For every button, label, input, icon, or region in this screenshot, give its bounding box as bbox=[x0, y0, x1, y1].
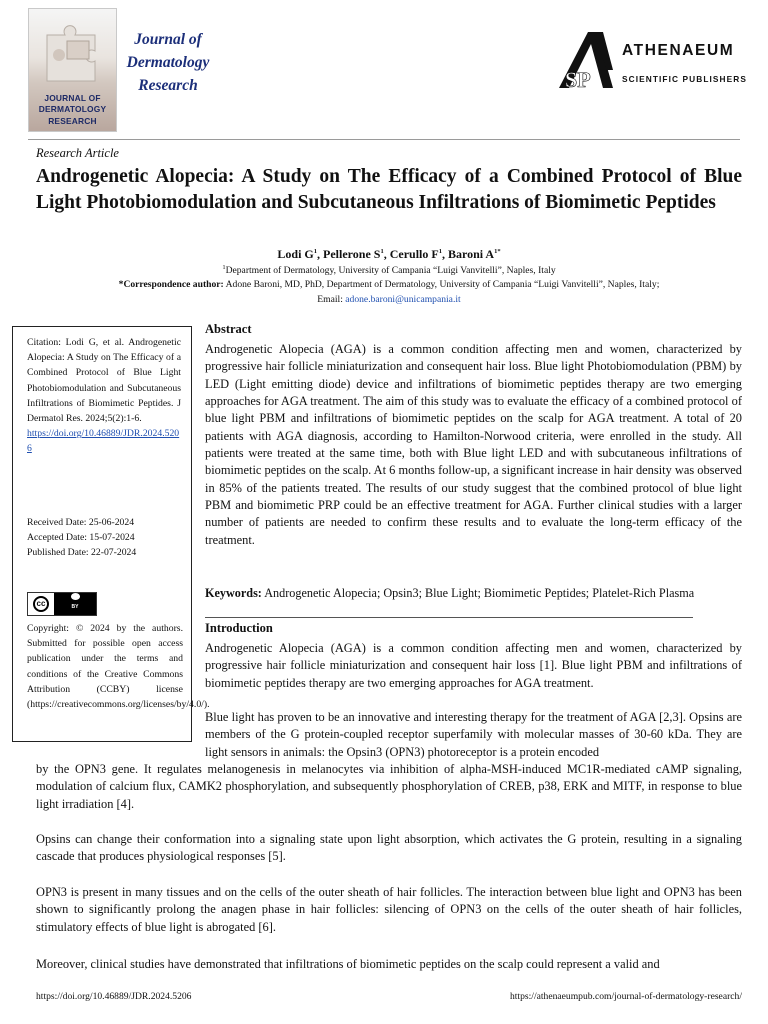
affiliation-text: Department of Dermatology, University of Campania “Luigi Vanvitelli”, Naples, Italy bbox=[225, 265, 556, 277]
intro-paragraph: Opsins can change their conformation into a signaling state upon light absorption, which activates the G protein, resulting in a signaling cascade that produces physiological responses [5]. bbox=[36, 832, 742, 864]
intro-paragraph: Moreover, clinical studies have demonstrated that infiltrations of biomimetic peptides on the scalp could represent a valid and bbox=[36, 957, 660, 971]
person-icon bbox=[71, 593, 80, 600]
correspondence-text: Adone Baroni, MD, PhD, Department of Dermatology, University of Campania “Luigi Vanvitelli”, Naples, Italy; bbox=[223, 279, 660, 290]
keywords-divider bbox=[205, 617, 693, 618]
author-sup: 1 bbox=[313, 248, 318, 255]
footer-journal-url[interactable]: https://athenaeumpub.com/journal-of-dermatology-research/ bbox=[509, 991, 742, 1002]
doi-link[interactable]: https://doi.org/10.46889/JDR.2024.5206 bbox=[27, 428, 180, 455]
journal-logo-label bbox=[29, 93, 116, 128]
author-name: Pellerone S bbox=[323, 247, 381, 261]
author-name: Baroni A bbox=[447, 247, 495, 261]
article-title: Androgenetic Alopecia: A Study on The Efficacy of a Combined Protocol of Blue Light Photobiomodulation and Subcutaneous Infiltrations of Biomimetic Peptides bbox=[36, 166, 742, 213]
author-list: Lodi $G^1$, Pellerone $S^1$, Cerullo $F^1$, Baroni $A^{1*}$ bbox=[277, 247, 501, 261]
email-link[interactable]: adone.baroni@unicampania.it bbox=[345, 294, 461, 305]
journal-name bbox=[118, 28, 218, 97]
abstract-body: Androgenetic Alopecia (AGA) is a common condition affecting men and women, characterized by progressive hair follicle miniaturization and consequent hair loss. Blue light Photobiomodulation (PBM) by LED (Light emitting diode) device and infiltrations of biomimetic peptides therapy are two emerging approaches for AGA treatment. The aim of this study was to evaluate the efficacy of a combined protocol of blue light PBM and infiltrations of biomimetic peptides on the scalp for AGA treatment. A total of 20 patients with AGA diagnosis, according to Hamilton-Norwood criteria, were enrolled in the study. All patients were treated at the same time, both with Blue light LED and with subcutaneous infiltrations of biomimetic peptides on the scalp. At 6 months follow-up, a significant increase in hair density was observed in 85% of the patients treated. The results of our study suggest that the combined protocol of blue light PBM and biomimetic PRP could be an effective treatment for AGA. Further clinical studies with a larger number of patients are needed to confirm these results and to evaluate the long-term efficacy of the treatment. bbox=[205, 342, 742, 547]
correspondence-label: *Correspondence author: bbox=[118, 279, 224, 290]
copyright-text: Copyright: © 2024 by the authors. Submitted for possible open access publication under the terms and conditions of the Creative Commons Attribution (CCBY) license (https://creativecommons.org/licenses/by/4.0/). bbox=[27, 623, 210, 711]
citation-text: Citation: Lodi G, et al. Androgenetic Alopecia: A Study on The Efficacy of a Combined Protocol of Blue Light Photobiomodulation and Subcutaneous Infiltrations of Biomimetic Peptides. J Dermatol Res. 2024;5(2):1-6. bbox=[27, 337, 181, 425]
correspondence bbox=[36, 279, 742, 290]
email-line bbox=[36, 294, 742, 305]
cc-by-license-icon[interactable] bbox=[27, 592, 97, 616]
journal-logo-line: DERMATOLOGY bbox=[38, 104, 107, 114]
svg-text:SP: SP bbox=[565, 67, 591, 90]
intro-paragraph: by the OPN3 gene. It regulates melanogenesis in melanocytes via inhibition of alpha-MSH-induced MC1R-mediated cAMP signaling, modulation of calcium flux, CAMK2 phosphorylation, and subsequently phosphorylation of CREB, p38, ERK and MITF, in response to blue light irradiation [4]. bbox=[36, 762, 742, 811]
keywords bbox=[205, 586, 745, 601]
journal-name-line: Dermatology bbox=[126, 54, 210, 71]
puzzle-hand-icon bbox=[37, 15, 107, 87]
dates-block bbox=[27, 515, 136, 561]
journal-name-line: Research bbox=[138, 77, 198, 94]
by-icon bbox=[54, 593, 96, 615]
author-sup: 1 bbox=[438, 248, 442, 255]
article-type: Research Article bbox=[36, 146, 119, 160]
cc-icon bbox=[28, 593, 54, 615]
author-name: Lodi G bbox=[277, 247, 314, 261]
author-sup: 1* bbox=[494, 248, 501, 255]
received-date: Received Date: 25-06-2024 bbox=[27, 517, 135, 528]
intro-paragraph: Androgenetic Alopecia (AGA) is a common condition affecting men and women, characterized by progressive hair follicle miniaturization and consequent hair loss [1]. Blue light PBM and infiltrations of biomimetic peptides therapy are two emerging approaches for AGA treatment. bbox=[205, 641, 742, 690]
keywords-text: Androgenetic Alopecia; Opsin3; Blue Light; Biomimetic Peptides; Platelet-Rich Plasma bbox=[261, 586, 695, 600]
header-divider bbox=[28, 139, 740, 140]
athenaeum-logo-icon bbox=[555, 30, 617, 90]
publisher-name: ATHENAEUM bbox=[622, 42, 735, 59]
intro-paragraph: Blue light has proven to be an innovative and interesting therapy for the treatment of AGA [2,3]. Opsins are members of the G protein-coupled receptor superfamily with molecular masses of 30-60 kDa. They are light sensors in animals: the Opsin3 (OPN3) photoreceptor is a protein encoded bbox=[205, 710, 742, 759]
journal-logo-line: JOURNAL OF bbox=[44, 92, 101, 103]
journal-name-line: Journal of bbox=[134, 31, 202, 48]
by-badge-text: BY bbox=[71, 603, 79, 610]
journal-logo-line: RESEARCH bbox=[48, 115, 97, 126]
citation-sidebar bbox=[12, 326, 210, 742]
intro-paragraph: OPN3 is present in many tissues and on the cells of the outer sheath of hair follicles. The interaction between blue light and OPN3 has been shown to significantly prolong the anagen phase in hair follicles: silencing of OPN3 on the cells of the outer sheath of hair follicles, stimulatory effects of blue light is abrogated [6]. bbox=[36, 885, 742, 934]
footer-doi[interactable]: https://doi.org/10.46889/JDR.2024.5206 bbox=[36, 991, 192, 1002]
author-sup: 1 bbox=[380, 248, 384, 255]
introduction-heading: Introduction bbox=[205, 621, 273, 635]
publisher-subtitle: SCIENTIFIC PUBLISHERS bbox=[622, 74, 747, 84]
affiliation-sup: 1 bbox=[222, 264, 226, 271]
cc-badge-text: cc bbox=[33, 596, 49, 612]
abstract-heading: Abstract bbox=[205, 322, 252, 336]
journal-cover-logo bbox=[28, 8, 117, 132]
affiliation bbox=[36, 264, 742, 276]
keywords-label: Keywords: bbox=[205, 586, 262, 600]
accepted-date: Accepted Date: 15-07-2024 bbox=[27, 532, 135, 544]
author-name: Cerullo F bbox=[389, 247, 439, 261]
email-label: Email: bbox=[317, 294, 346, 305]
published-date: Published Date: 22-07-2024 bbox=[27, 547, 137, 559]
